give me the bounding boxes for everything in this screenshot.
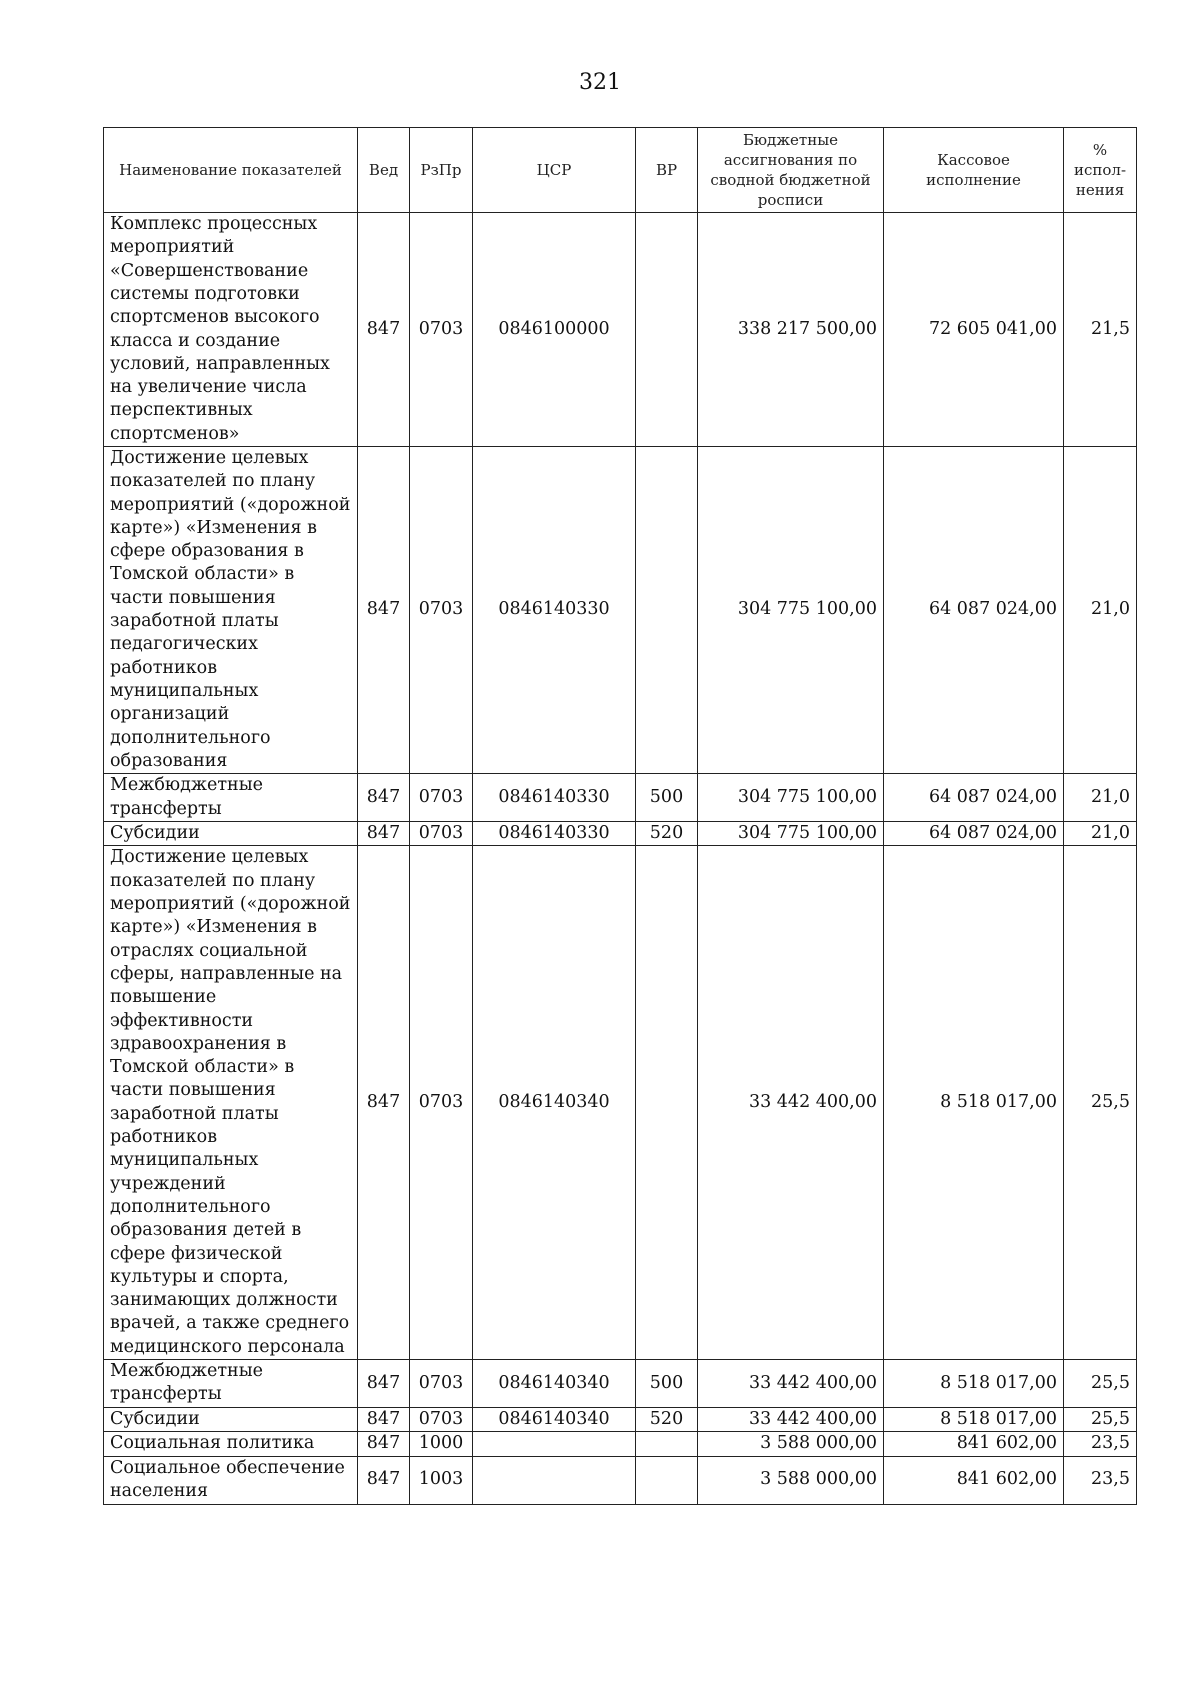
row-budget: 338 217 500,00 [698, 213, 884, 447]
row-percent: 23,5 [1064, 1432, 1137, 1456]
page-number: 321 [579, 70, 621, 95]
row-percent: 25,5 [1064, 846, 1137, 1360]
row-csr: 0846140330 [473, 774, 636, 822]
row-budget: 33 442 400,00 [698, 846, 884, 1360]
row-budget: 304 775 100,00 [698, 447, 884, 774]
table-row [104, 774, 1137, 822]
row-name: Субсидии [104, 822, 358, 846]
header-kassa: Кассовое исполнение [884, 128, 1064, 213]
row-vr: 500 [636, 774, 698, 822]
row-vr: 500 [636, 1359, 698, 1407]
row-csr: 0846140340 [473, 1359, 636, 1407]
header-vr: ВР [636, 128, 698, 213]
row-vr: 520 [636, 1407, 698, 1431]
row-percent: 21,0 [1064, 822, 1137, 846]
row-kassa: 841 602,00 [884, 1432, 1064, 1456]
row-name: Межбюджетные трансферты [104, 774, 358, 822]
row-rzpr: 0703 [410, 774, 473, 822]
table-row [104, 822, 1137, 846]
row-ved: 847 [358, 213, 410, 447]
row-rzpr: 0703 [410, 846, 473, 1360]
row-budget: 3 588 000,00 [698, 1432, 884, 1456]
table-header-row [104, 128, 1137, 213]
row-ved: 847 [358, 1407, 410, 1431]
row-rzpr: 0703 [410, 1359, 473, 1407]
table-row [104, 213, 1137, 447]
row-ved: 847 [358, 846, 410, 1360]
row-kassa: 8 518 017,00 [884, 1407, 1064, 1431]
row-vr [636, 1456, 698, 1504]
row-vr [636, 1432, 698, 1456]
table-row [104, 447, 1137, 774]
row-percent: 21,5 [1064, 213, 1137, 447]
row-rzpr: 0703 [410, 822, 473, 846]
row-percent: 25,5 [1064, 1407, 1137, 1431]
row-csr [473, 1456, 636, 1504]
row-vr [636, 447, 698, 774]
row-budget: 304 775 100,00 [698, 774, 884, 822]
header-name: Наименование показателей [104, 128, 358, 213]
row-name: Социальная политика [104, 1432, 358, 1456]
header-rzpr: РзПр [410, 128, 473, 213]
table-row [104, 1359, 1137, 1407]
row-name: Достижение целевых показателей по плану мероприятий («дорожной карте») «Изменения в сфере образования в Томской области» в части повышения заработной платы педагогических работников муниципальных организаций дополнительного образования [104, 447, 358, 774]
row-name: Комплекс процессных мероприятий «Совершенствование системы подготовки спортсменов высокого класса и создание условий, направленных на увеличение числа перспективных спортсменов» [104, 213, 358, 447]
row-rzpr: 0703 [410, 447, 473, 774]
row-budget: 33 442 400,00 [698, 1407, 884, 1431]
row-rzpr: 1003 [410, 1456, 473, 1504]
row-ved: 847 [358, 1432, 410, 1456]
row-kassa: 64 087 024,00 [884, 447, 1064, 774]
row-rzpr: 0703 [410, 1407, 473, 1431]
table-row [104, 1456, 1137, 1504]
row-csr: 0846140340 [473, 1407, 636, 1431]
row-name: Субсидии [104, 1407, 358, 1431]
row-name: Социальное обеспечение населения [104, 1456, 358, 1504]
row-budget: 304 775 100,00 [698, 822, 884, 846]
row-name: Межбюджетные трансферты [104, 1359, 358, 1407]
row-percent: 25,5 [1064, 1359, 1137, 1407]
row-rzpr: 1000 [410, 1432, 473, 1456]
row-vr: 520 [636, 822, 698, 846]
table-row [104, 1407, 1137, 1431]
budget-execution-table [103, 127, 1137, 1505]
row-vr [636, 213, 698, 447]
row-ved: 847 [358, 447, 410, 774]
row-csr [473, 1432, 636, 1456]
row-percent: 21,0 [1064, 447, 1137, 774]
row-ved: 847 [358, 822, 410, 846]
header-csr: ЦСР [473, 128, 636, 213]
row-rzpr: 0703 [410, 213, 473, 447]
table-row [104, 846, 1137, 1360]
header-percent: % испол-нения [1064, 128, 1137, 213]
row-csr: 0846140330 [473, 822, 636, 846]
row-budget: 33 442 400,00 [698, 1359, 884, 1407]
row-kassa: 8 518 017,00 [884, 846, 1064, 1360]
row-percent: 23,5 [1064, 1456, 1137, 1504]
table-row [104, 1432, 1137, 1456]
row-csr: 0846140340 [473, 846, 636, 1360]
row-budget: 3 588 000,00 [698, 1456, 884, 1504]
row-ved: 847 [358, 1359, 410, 1407]
row-csr: 0846140330 [473, 447, 636, 774]
row-csr: 0846100000 [473, 213, 636, 447]
header-ved: Вед [358, 128, 410, 213]
row-ved: 847 [358, 1456, 410, 1504]
row-name: Достижение целевых показателей по плану мероприятий («дорожной карте») «Изменения в отраслях социальной сферы, направленные на повышение эффективности здравоохранения в Томской области» в части повышения заработной платы работников муниципальных учреждений дополнительного образования детей в сфере физической культуры и спорта, занимающих должности врачей, а также среднего медицинского персонала [104, 846, 358, 1360]
header-budget: Бюджетные ассигнования по сводной бюджетной росписи [698, 128, 884, 213]
row-kassa: 64 087 024,00 [884, 822, 1064, 846]
row-vr [636, 846, 698, 1360]
row-kassa: 8 518 017,00 [884, 1359, 1064, 1407]
row-percent: 21,0 [1064, 774, 1137, 822]
row-ved: 847 [358, 774, 410, 822]
row-kassa: 72 605 041,00 [884, 213, 1064, 447]
row-kassa: 841 602,00 [884, 1456, 1064, 1504]
row-kassa: 64 087 024,00 [884, 774, 1064, 822]
